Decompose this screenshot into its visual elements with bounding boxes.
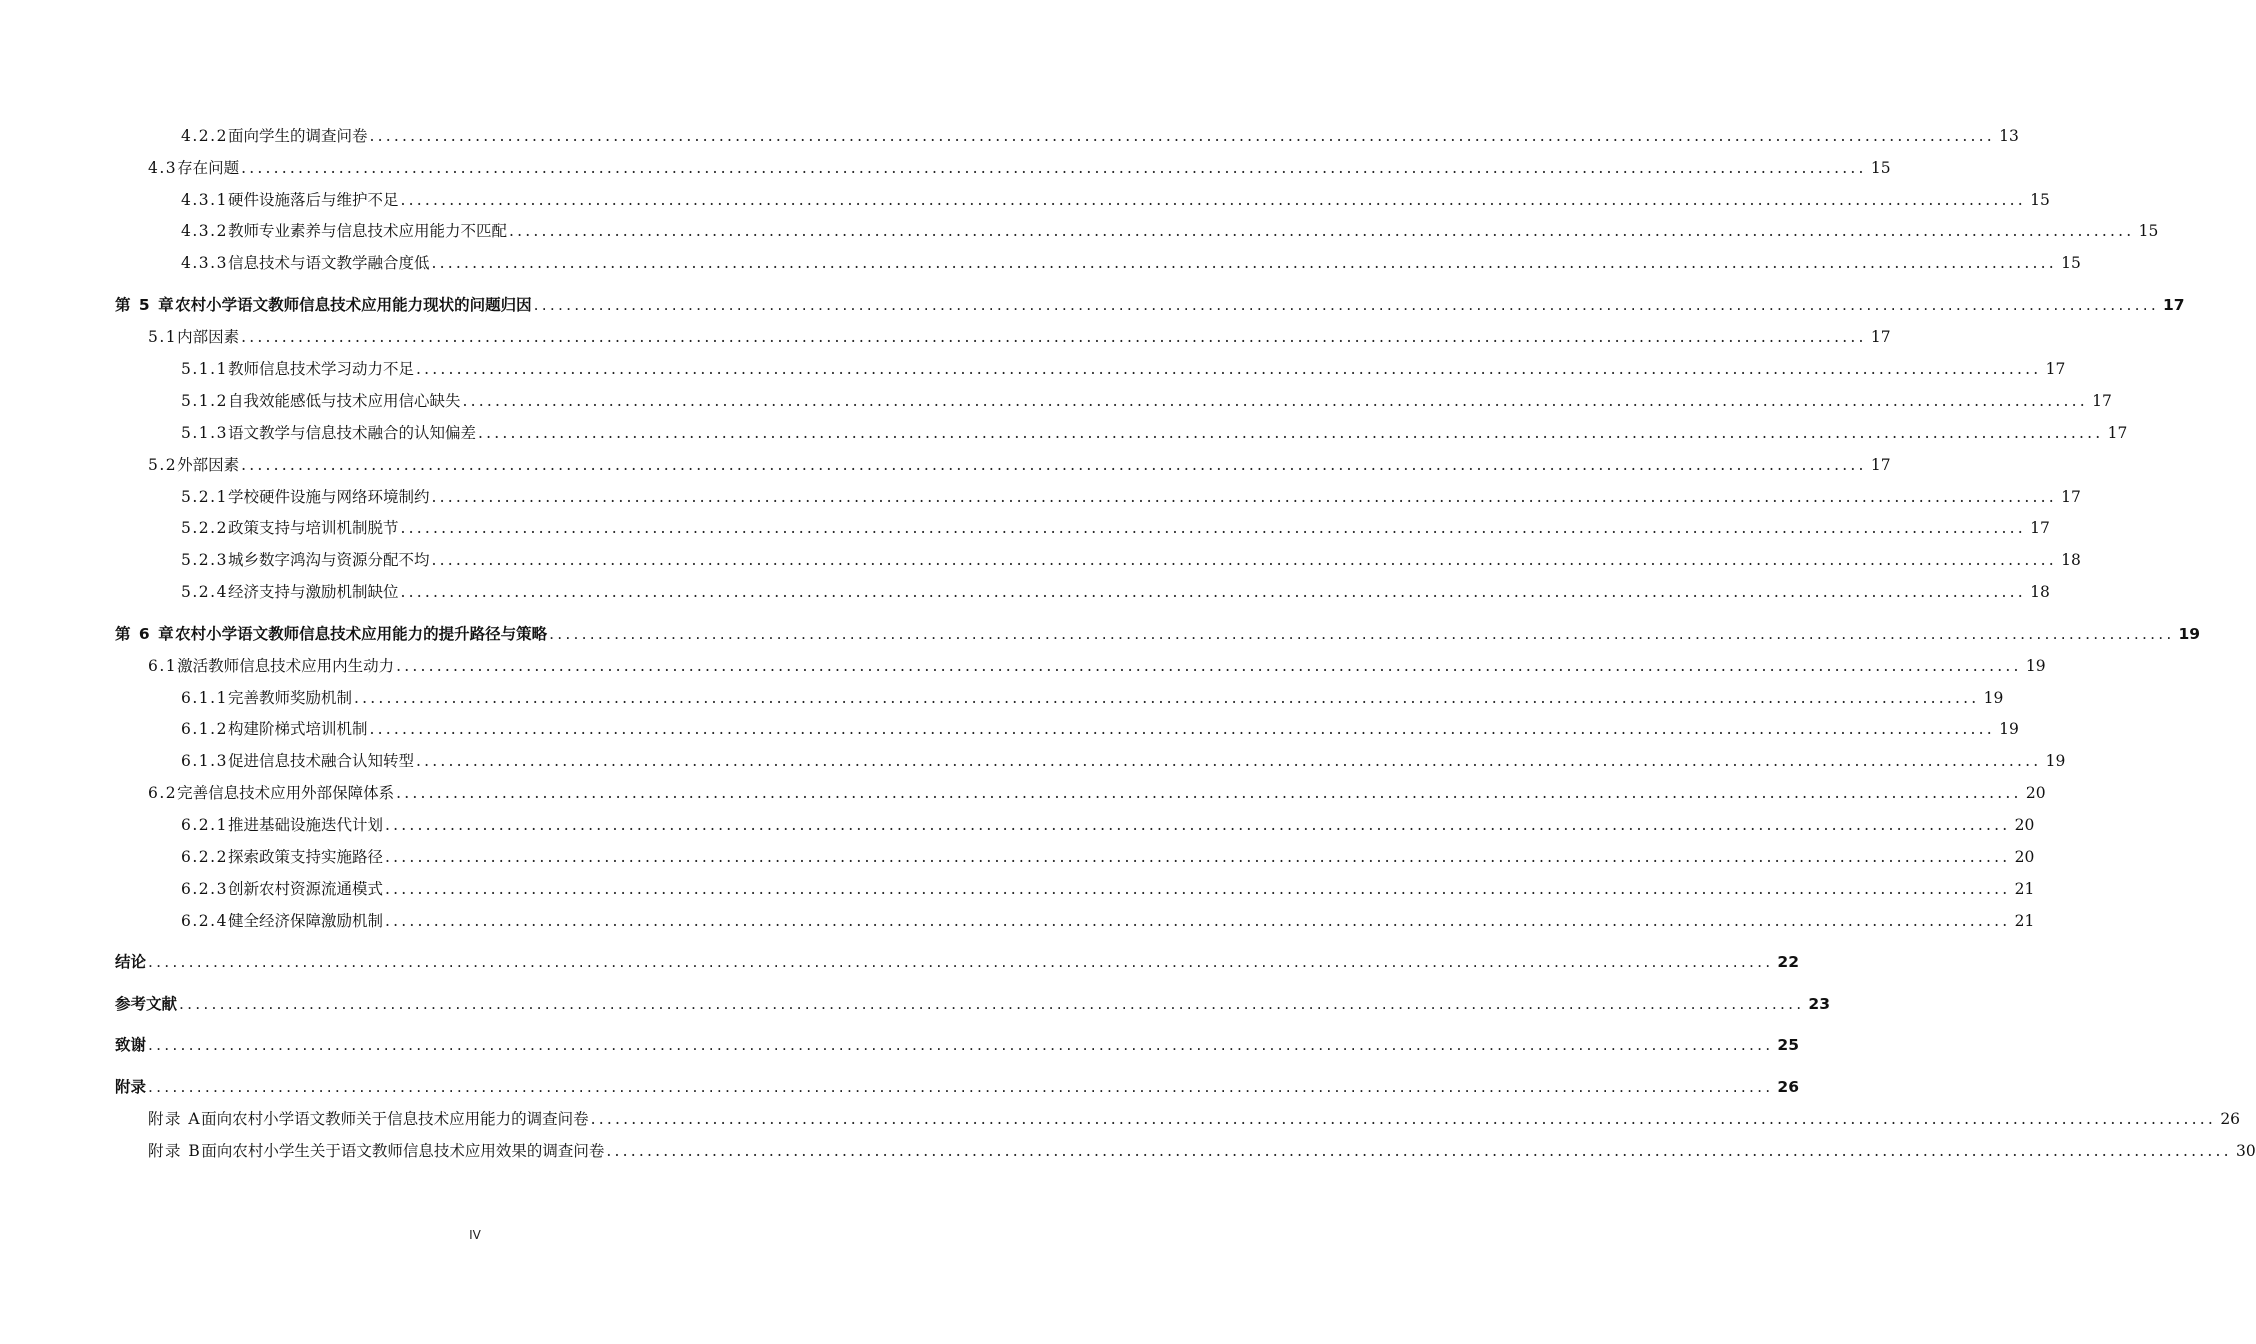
toc-entry-number: 5.2.3 — [181, 551, 228, 569]
toc-entry-page-number: 30 — [2236, 1142, 2256, 1160]
toc-entry-title: 面向学生的调查问卷 — [227, 127, 368, 145]
toc-entry-page-number: 19 — [1999, 720, 2019, 738]
toc-entry[interactable] — [0, 903, 2035, 931]
toc-dot-leader: ........................................................................................................................................................................................................ — [415, 752, 2042, 770]
toc-entry[interactable] — [0, 182, 2050, 210]
toc-entry-number: 4.2.2 — [181, 127, 228, 145]
toc-entry-title: 硬件设施落后与维护不足 — [227, 191, 399, 209]
toc-entry[interactable] — [0, 1133, 2256, 1161]
toc-entry-title: 语文教学与信息技术融合的认知偏差 — [227, 424, 476, 442]
toc-entry[interactable] — [0, 574, 2050, 602]
toc-entry-title: 城乡数字鸿沟与资源分配不均 — [227, 551, 430, 569]
toc-dot-leader: ........................................................................................................................................................................................................ — [369, 720, 1995, 738]
toc-entry[interactable] — [0, 245, 2081, 273]
toc-entry-page-number: 17 — [1870, 456, 1891, 474]
toc-entry-title: 创新农村资源流通模式 — [227, 880, 383, 898]
toc-entry-page-number: 17 — [2030, 519, 2050, 537]
toc-entry[interactable] — [0, 479, 2081, 507]
toc-entry-number: 5.1.2 — [181, 392, 228, 410]
toc-entry-number: 4.3.2 — [181, 222, 228, 240]
toc-entry-number: 6.1.1 — [181, 689, 228, 707]
toc-entry-title: 存在问题 — [177, 159, 240, 177]
toc-entry-number: 4.3.3 — [181, 254, 228, 272]
toc-dot-leader: ........................................................................................................................................................................................................ — [533, 296, 2159, 314]
toc-entry[interactable] — [0, 383, 2112, 411]
toc-dot-leader: ........................................................................................................................................................................................................ — [400, 583, 2026, 601]
toc-entry-number: 6.1.2 — [181, 720, 228, 738]
toc-dot-leader: ........................................................................................................................................................................................................ — [431, 254, 2057, 272]
toc-entry[interactable] — [0, 542, 2081, 570]
toc-entry-number: 第 5 章 — [115, 296, 176, 314]
toc-entry-number: 5.2 — [148, 456, 178, 474]
toc-entry-title: 推进基础设施迭代计划 — [227, 816, 383, 834]
toc-entry-page-number: 18 — [2061, 551, 2081, 569]
toc-dot-leader: ........................................................................................................................................................................................................ — [241, 456, 1867, 474]
toc-entry-title: 信息技术与语文教学融合度低 — [227, 254, 430, 272]
toc-entry-page-number: 25 — [1777, 1036, 1799, 1054]
toc-entry-number: 4.3.1 — [181, 191, 228, 209]
toc-entry-page-number: 23 — [1808, 995, 1830, 1013]
toc-entry-page-number: 20 — [2025, 784, 2046, 802]
toc-entry-number: 5.2.2 — [181, 519, 228, 537]
toc-entry[interactable] — [0, 871, 2035, 899]
toc-entry-number: 4.3 — [148, 159, 178, 177]
toc-entry[interactable] — [0, 680, 2004, 708]
toc-entry[interactable] — [0, 118, 2019, 146]
toc-entry-number: 6.2.3 — [181, 880, 228, 898]
toc-dot-leader: ........................................................................................................................................................................................................ — [590, 1110, 2217, 1128]
toc-entry-page-number: 15 — [2138, 222, 2159, 240]
toc-entry-page-number: 17 — [1870, 328, 1891, 346]
toc-dot-leader: ........................................................................................................................................................................................................ — [384, 816, 2011, 834]
toc-entry[interactable] — [0, 213, 2159, 241]
toc-dot-leader: ........................................................................................................................................................................................................ — [606, 1142, 2232, 1160]
toc-entry[interactable] — [0, 648, 2046, 676]
toc-entry-title: 经济支持与激励机制缺位 — [227, 583, 399, 601]
toc-dot-leader: ........................................................................................................................................................................................................ — [179, 995, 1805, 1013]
toc-entry-title: 结论 — [115, 953, 147, 971]
toc-entry-page-number: 22 — [1777, 953, 1799, 971]
toc-entry-title: 学校硬件设施与网络环境制约 — [227, 488, 430, 506]
toc-entry-title: 激活教师信息技术应用内生动力 — [177, 657, 395, 675]
toc-dot-leader: ........................................................................................................................................................................................................ — [241, 328, 1867, 346]
toc-dot-leader: ........................................................................................................................................................................................................ — [396, 657, 2022, 675]
toc-dot-leader: ........................................................................................................................................................................................................ — [241, 159, 1867, 177]
toc-dot-leader: ........................................................................................................................................................................................................ — [384, 848, 2011, 866]
toc-entry-title: 完善信息技术应用外部保障体系 — [177, 784, 395, 802]
toc-entry-page-number: 17 — [2045, 360, 2066, 378]
toc-entry-number: 5.1.3 — [181, 424, 228, 442]
toc-entry-title: 健全经济保障激励机制 — [227, 912, 383, 930]
toc-dot-leader: ........................................................................................................................................................................................................ — [369, 127, 1995, 145]
toc-entry-page-number: 15 — [2030, 191, 2050, 209]
toc-entry-page-number: 19 — [1983, 689, 2004, 707]
toc-entry-title: 自我效能感低与技术应用信心缺失 — [227, 392, 461, 410]
toc-entry-number: 5.2.4 — [181, 583, 228, 601]
toc-entry-page-number: 19 — [2025, 657, 2046, 675]
toc-entry-title: 构建阶梯式培训机制 — [227, 720, 368, 738]
toc-dot-leader: ........................................................................................................................................................................................................ — [148, 1078, 1774, 1096]
toc-entry-page-number: 17 — [2107, 424, 2128, 442]
toc-entry-page-number: 20 — [2014, 848, 2035, 866]
toc-dot-leader: ........................................................................................................................................................................................................ — [353, 689, 1980, 707]
toc-entry-page-number: 19 — [2178, 625, 2201, 643]
toc-entry[interactable] — [0, 1027, 1799, 1055]
toc-entry[interactable] — [0, 415, 2128, 443]
toc-entry[interactable] — [0, 944, 1799, 972]
toc-entry-number: 6.2 — [148, 784, 178, 802]
toc-entry-title: 参考文献 — [115, 995, 178, 1013]
toc-dot-leader: ........................................................................................................................................................................................................ — [508, 222, 2135, 240]
toc-entry-page-number: 13 — [1999, 127, 2019, 145]
toc-dot-leader: ........................................................................................................................................................................................................ — [549, 625, 2175, 643]
toc-entry[interactable] — [0, 711, 2019, 739]
toc-entry-number: 附录 A — [148, 1110, 202, 1128]
toc-entry-number: 附录 B — [148, 1142, 202, 1160]
toc-entry-page-number: 26 — [2220, 1110, 2241, 1128]
toc-entry-title: 政策支持与培训机制脱节 — [227, 519, 399, 537]
toc-dot-leader: ........................................................................................................................................................................................................ — [400, 191, 2026, 209]
toc-entry-title: 致谢 — [115, 1036, 147, 1054]
toc-dot-leader: ........................................................................................................................................................................................................ — [415, 360, 2042, 378]
toc-entry-title: 外部因素 — [177, 456, 240, 474]
toc-entry-title: 教师信息技术学习动力不足 — [227, 360, 414, 378]
toc-entry-title: 面向农村小学语文教师关于信息技术应用能力的调查问卷 — [201, 1110, 589, 1128]
toc-entry-title: 内部因素 — [177, 328, 240, 346]
toc-dot-leader: ........................................................................................................................................................................................................ — [400, 519, 2026, 537]
toc-entry[interactable] — [0, 743, 2066, 771]
toc-entry-title: 面向农村小学生关于语文教师信息技术应用效果的调查问卷 — [201, 1142, 605, 1160]
toc-entry-number: 第 6 章 — [115, 625, 176, 643]
toc-entry-number: 5.1 — [148, 328, 178, 346]
toc-entry[interactable] — [0, 287, 2185, 315]
toc-dot-leader: ........................................................................................................................................................................................................ — [396, 784, 2022, 802]
toc-entry-number: 5.1.1 — [181, 360, 228, 378]
page-number-footer: IV — [469, 1228, 481, 1242]
toc-entry-number: 6.2.1 — [181, 816, 228, 834]
toc-entry-number: 5.2.1 — [181, 488, 228, 506]
toc-entry[interactable] — [0, 150, 1891, 178]
toc-entry-number: 6.2.4 — [181, 912, 228, 930]
toc-dot-leader: ........................................................................................................................................................................................................ — [384, 880, 2011, 898]
toc-entry-title: 农村小学语文教师信息技术应用能力的提升路径与策略 — [175, 625, 548, 643]
toc-entry-number: 6.1.3 — [181, 752, 228, 770]
toc-entry-page-number: 21 — [2014, 912, 2035, 930]
toc-entry[interactable] — [0, 319, 1891, 347]
toc-entry[interactable] — [0, 807, 2035, 835]
toc-entry-page-number: 26 — [1777, 1078, 1799, 1096]
toc-entry[interactable] — [0, 1101, 2241, 1129]
toc-entry[interactable] — [0, 351, 2066, 379]
toc-entry-page-number: 20 — [2014, 816, 2035, 834]
toc-entry-title: 农村小学语文教师信息技术应用能力现状的问题归因 — [175, 296, 532, 314]
toc-dot-leader: ........................................................................................................................................................................................................ — [431, 488, 2057, 506]
toc-entry-page-number: 17 — [2092, 392, 2112, 410]
toc-entry-page-number: 19 — [2045, 752, 2066, 770]
toc-dot-leader: ........................................................................................................................................................................................................ — [148, 1036, 1774, 1054]
toc-entry-title: 完善教师奖励机制 — [227, 689, 352, 707]
toc-entry[interactable] — [0, 1069, 1799, 1097]
toc-entry-page-number: 21 — [2014, 880, 2035, 898]
toc-entry-page-number: 18 — [2030, 583, 2050, 601]
toc-entry[interactable] — [0, 986, 1830, 1014]
toc-dot-leader: ........................................................................................................................................................................................................ — [477, 424, 2104, 442]
toc-dot-leader: ........................................................................................................................................................................................................ — [431, 551, 2057, 569]
toc-entry-page-number: 15 — [1870, 159, 1891, 177]
toc-entry[interactable] — [0, 510, 2050, 538]
toc-dot-leader: ........................................................................................................................................................................................................ — [148, 953, 1774, 971]
toc-entry-title: 附录 — [115, 1078, 147, 1096]
toc-entry-page-number: 17 — [2163, 296, 2185, 314]
toc-entry-page-number: 15 — [2061, 254, 2081, 272]
toc-dot-leader: ........................................................................................................................................................................................................ — [384, 912, 2011, 930]
toc-entry[interactable] — [0, 447, 1891, 475]
toc-entry-number: 6.2.2 — [181, 848, 228, 866]
toc-entry-title: 探索政策支持实施路径 — [227, 848, 383, 866]
toc-entry[interactable] — [0, 616, 2201, 644]
toc-entry[interactable] — [0, 775, 2046, 803]
toc-entry[interactable] — [0, 839, 2035, 867]
toc-entry-number: 6.1 — [148, 657, 178, 675]
toc-dot-leader: ........................................................................................................................................................................................................ — [462, 392, 2088, 410]
toc-entry-page-number: 17 — [2061, 488, 2081, 506]
toc-entry-title: 促进信息技术融合认知转型 — [227, 752, 414, 770]
toc-entry-title: 教师专业素养与信息技术应用能力不匹配 — [227, 222, 507, 240]
